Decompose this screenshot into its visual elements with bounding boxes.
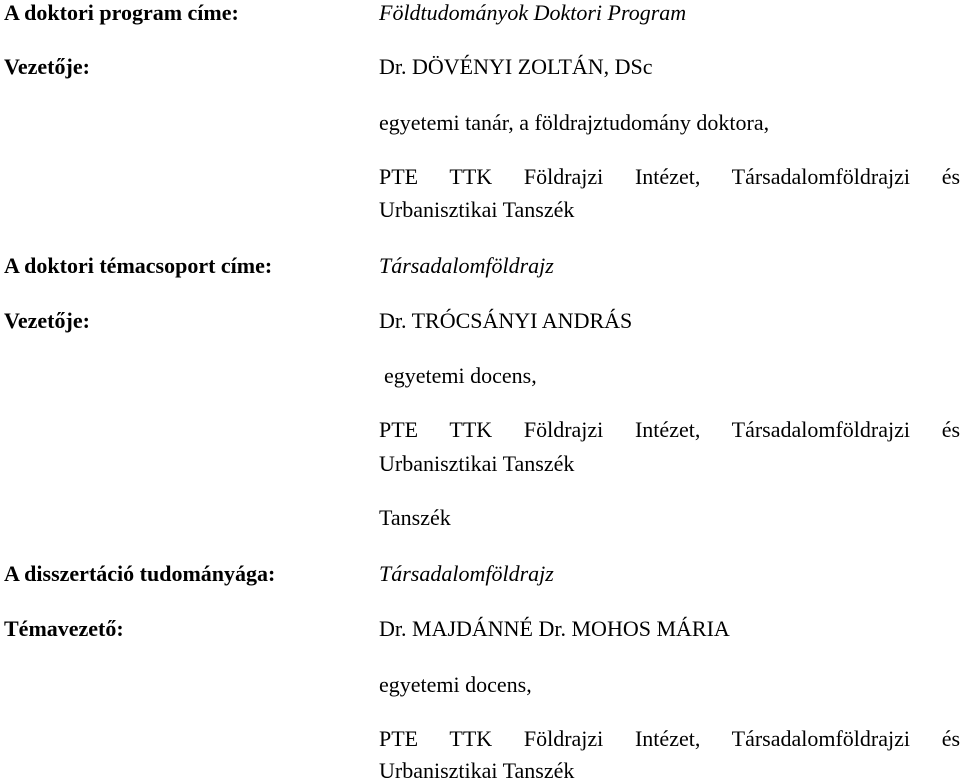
affiliation-word: és	[941, 164, 960, 189]
affiliation-word: Földrajzi	[523, 726, 604, 751]
supervisor-position: egyetemi docens,	[379, 672, 532, 697]
affiliation-word: Intézet,	[634, 726, 701, 751]
affiliation-word: Földrajzi	[523, 417, 604, 442]
theme-leader-name: Dr. TRÓCSÁNYI ANDRÁS	[379, 308, 633, 333]
program-leader-label: Vezetője:	[4, 54, 90, 79]
dissertation-affiliation-line2: Urbanisztikai Tanszék	[379, 758, 575, 783]
affiliation-word: PTE	[379, 417, 419, 442]
affiliation-word: TTK	[449, 726, 493, 751]
program-title-value: Földtudományok Doktori Program	[379, 0, 687, 25]
affiliation-word: és	[941, 417, 960, 442]
affiliation-word: Intézet,	[634, 164, 701, 189]
dissertation-field-label: A disszertáció tudományága:	[4, 561, 276, 586]
program-affiliation-line1	[379, 164, 960, 190]
dissertation-field-value: Társadalomföldrajz	[379, 561, 554, 586]
theme-affiliation-line3: Tanszék	[379, 505, 451, 530]
theme-title-value: Társadalomföldrajz	[379, 253, 554, 278]
program-leader-name: Dr. DÖVÉNYI ZOLTÁN, DSc	[379, 54, 653, 79]
affiliation-word: TTK	[449, 164, 493, 189]
affiliation-word: Társadalomföldrajzi	[731, 417, 910, 442]
affiliation-word: Intézet,	[634, 417, 701, 442]
affiliation-word: Társadalomföldrajzi	[731, 164, 910, 189]
program-leader-position: egyetemi tanár, a földrajztudomány doktora,	[379, 110, 770, 135]
dissertation-affiliation-line1	[379, 726, 960, 752]
program-affiliation-line2: Urbanisztikai Tanszék	[379, 197, 575, 222]
affiliation-word: Földrajzi	[523, 164, 604, 189]
program-title-label: A doktori program címe:	[4, 0, 239, 25]
affiliation-word: PTE	[379, 164, 419, 189]
theme-leader-label: Vezetője:	[4, 308, 90, 333]
supervisor-label: Témavezető:	[4, 616, 124, 641]
affiliation-word: és	[941, 726, 960, 751]
theme-title-label: A doktori témacsoport címe:	[4, 253, 273, 278]
supervisor-name: Dr. MAJDÁNNÉ Dr. MOHOS MÁRIA	[379, 616, 730, 641]
theme-leader-position: egyetemi docens,	[384, 363, 537, 388]
affiliation-word: TTK	[449, 417, 493, 442]
theme-affiliation-line2: Urbanisztikai Tanszék	[379, 451, 575, 476]
affiliation-word: Társadalomföldrajzi	[731, 726, 910, 751]
theme-affiliation-line1	[379, 417, 960, 443]
affiliation-word: PTE	[379, 726, 419, 751]
